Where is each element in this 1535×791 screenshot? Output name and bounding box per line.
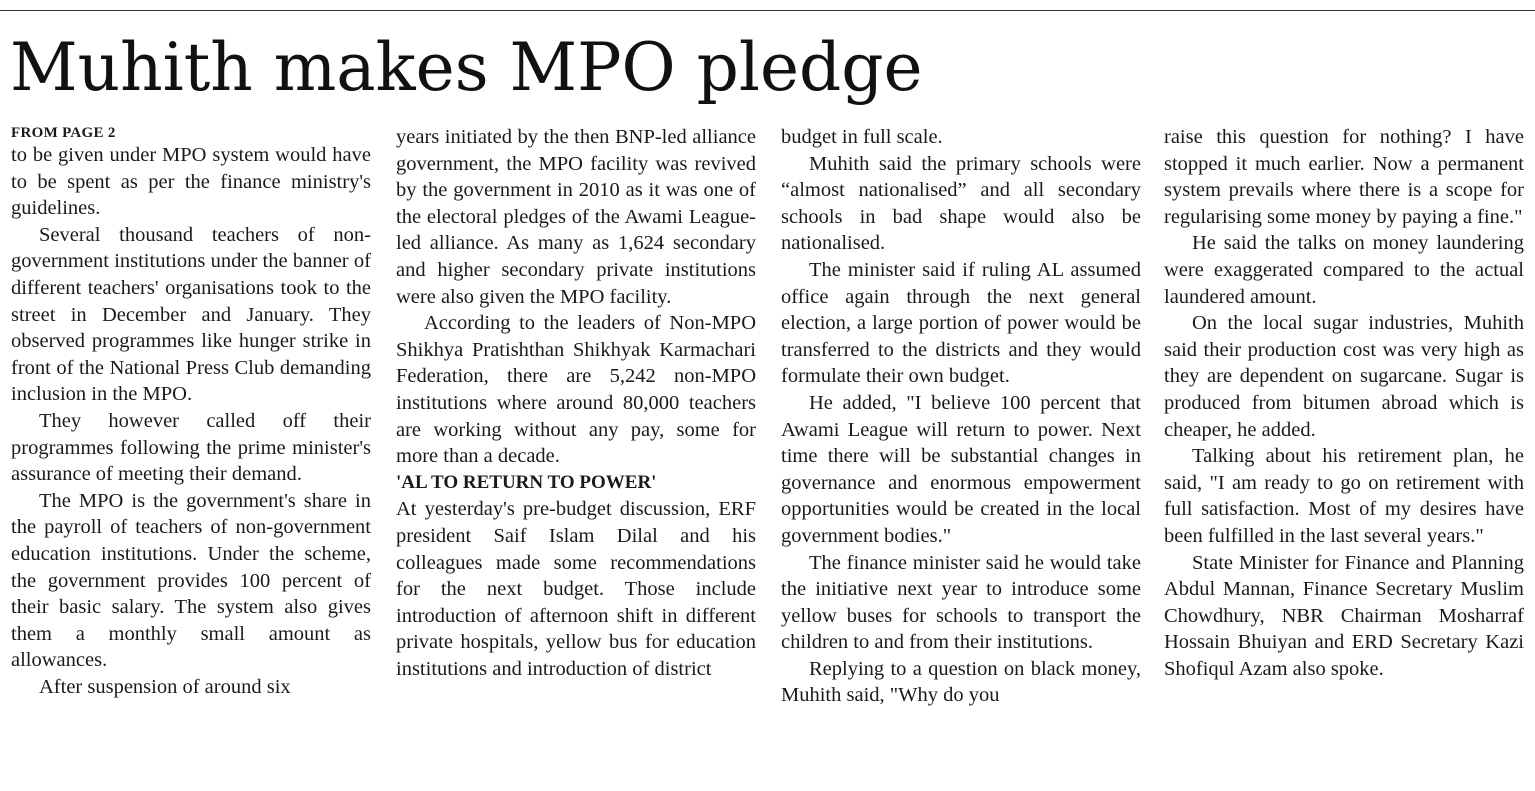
paragraph: years initiated by the then BNP-led alliance government, the MPO facility was revived by the government in 2010 as it was one of the electoral pledges of the Awami League-led alliance. As many as 1,624 secondary and higher secondary private institutions were also given the MPO facility. [396,126,756,308]
paragraph: State Minister for Finance and Planning Abdul Mannan, Finance Secretary Muslim Chowdhury, NBR Chairman Mosharraf Hossain Bhuiyan and ERD Secretary Kazi Shofiqul Azam also spoke. [1164,551,1524,680]
from-page-label: FROM PAGE 2 [11,125,116,141]
column-3 [781,124,1141,709]
paragraph: Replying to a question on black money, Muhith said, "Why do you [781,657,1141,707]
paragraph: They however called off their programmes following the prime minister's assurance of meeting their demand. [11,409,371,486]
paragraph: On the local sugar industries, Muhith said their production cost was very high as they are dependent on sugarcane. Sugar is produced from bitumen abroad which is cheaper, he added. [1164,312,1524,441]
top-rule [0,10,1535,11]
headline: Muhith makes MPO pledge [10,29,923,106]
column-4 [1164,124,1524,682]
column-1 [11,124,371,700]
paragraph: Talking about his retirement plan, he said, "I am ready to go on retirement with full satisfaction. Most of my desires have been fulfilled in the last several years." [1164,445,1524,547]
paragraph: After suspension of around six [39,675,291,698]
paragraph: to be given under MPO system would have to be spent as per the finance ministry's guidelines. [11,144,371,220]
paragraph: raise this question for nothing? I have stopped it much earlier. Now a permanent system prevails where there is a scope for regularising some money by paying a fine." [1164,126,1524,228]
paragraph: The MPO is the government's share in the payroll of teachers of non-government education institutions. Under the scheme, the government provides 100 percent of their basic salary. The system also gives them a monthly small amount as allowances. [11,489,371,672]
paragraph: He said the talks on money laundering were exaggerated compared to the actual laundered amount. [1164,232,1524,308]
paragraph: Several thousand teachers of non-government institutions under the banner of different teachers' organisations took to the street in December and January. They observed programmes like hunger strike in front of the National Press Club demanding inclusion in the MPO. [11,223,371,406]
paragraph: The minister said if ruling AL assumed office again through the next general election, a large portion of power would be transferred to the districts and they would formulate their own budget. [781,258,1141,388]
paragraph: According to the leaders of Non-MPO Shikhya Pratishthan Shikhyak Karmachari Federation, there are 5,242 non-MPO institutions where around 80,000 teachers are working without any pay, some for more than a decade. [396,312,756,468]
column-2 [396,124,756,682]
paragraph: The finance minister said he would take the initiative next year to introduce some yellow buses for schools to transport the children to and from their institutions. [781,551,1141,654]
paragraph: At yesterday's pre-budget discussion, ERF president Saif Islam Dilal and his colleagues made some recommendations for the next budget. Those include introduction of afternoon shift in different private hospitals, yellow bus for education institutions and introduction of district [396,498,756,680]
subheading: 'AL TO RETURN TO POWER' [396,471,657,493]
paragraph: He added, "I believe 100 percent that Awami League will return to power. Next time there will be substantial changes in governance and enormous empowerment opportunities would be created in the local government bodies." [781,391,1141,547]
paragraph: budget in full scale. [781,126,943,148]
paragraph: Muhith said the primary schools were “almost nationalised” and all secondary schools in bad shape would also be nationalised. [781,152,1141,255]
